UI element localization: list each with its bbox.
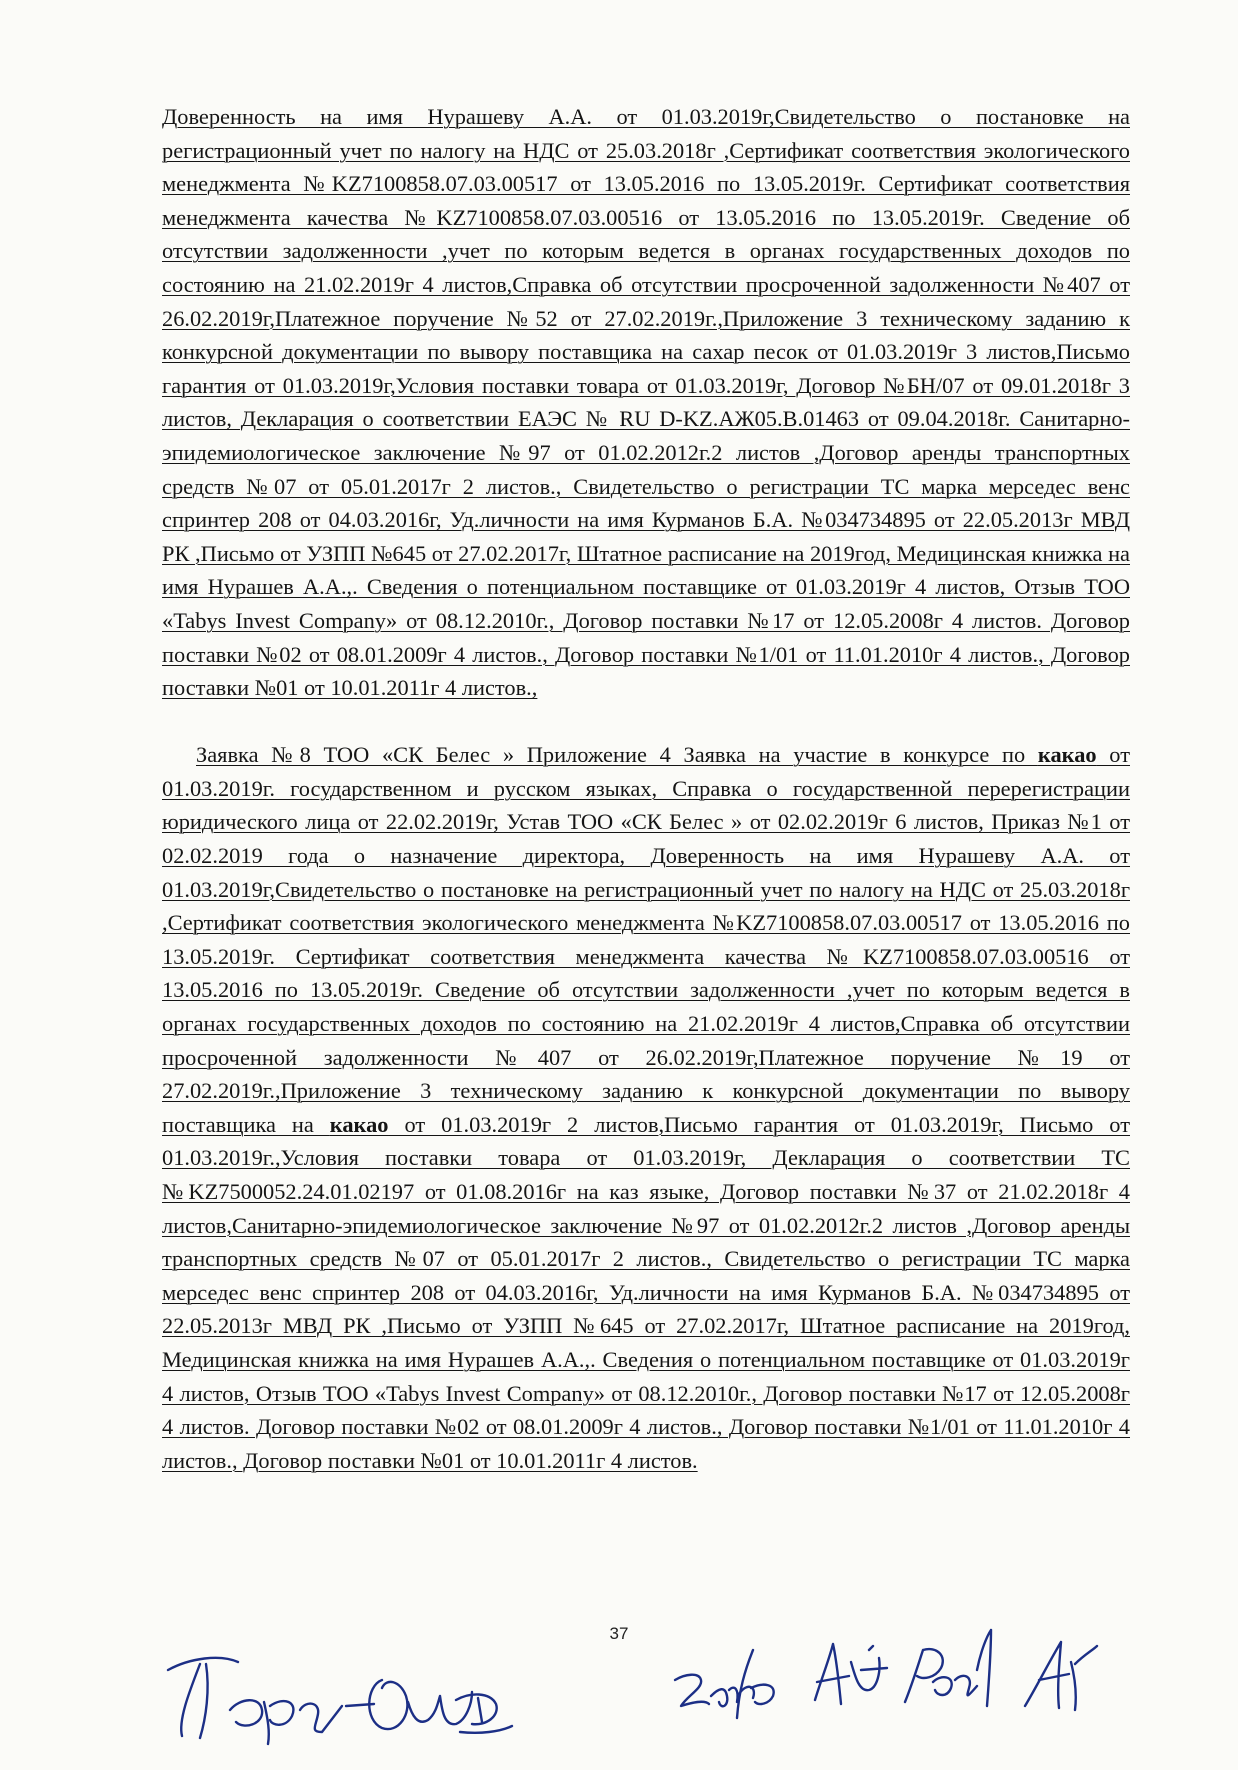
paragraph-application-8 (162, 738, 1130, 1477)
signature-right-group (665, 1610, 1105, 1740)
paragraph-continuation: Доверенность на имя Нурашеву А.А. от 01.03.2019г,Свидетельство о постановке на регистрационный учет по налогу на НДС от 25.03.2018г ,Сертификат соответствия экологического менеджмента №KZ7100858.07.03.00517 от 13.05.2016 по 13.05.2019г. Сертификат соответствия менеджмента качества №KZ7100858.07.03.00516 от 13.05.2016 по 13.05.2019г. Сведение об отсутствии задолженности ,учет по которым ведется в органах государственных доходов по состоянию на 21.02.2019г 4 листов,Справка об отсутствии просроченной задолженности №407 от 26.02.2019г,Платежное поручение №52 от 27.02.2019г.,Приложение 3 техническому заданию к конкурсной документации по вывору поставщика на сахар песок от 01.03.2019г 3 листов,Письмо гарантия от 01.03.2019г,Условия поставки товара от 01.03.2019г, Договор №БН/07 от 09.01.2018г 3 листов, Декларация о соответствии ЕАЭС № RU D-KZ.АЖ05.В.01463 от 09.04.2018г. Санитарно-эпидемиологическое заключение №97 от 01.02.2012г.2 листов ,Договор аренды транспортных средств №07 от 05.01.2017г 2 листов., Свидетельство о регистрации ТС марка мерседес венс спринтер 208 от 04.03.2016г, Уд.личности на имя Курманов Б.А. №034734895 от 22.05.2013г МВД РК ,Письмо от УЗПП №645 от 27.02.2017г, Штатное расписание на 2019год, Медицинская книжка на имя Нурашев А.А.,. Сведения о потенциальном поставщике от 01.03.2019г 4 листов, Отзыв ТОО «Tabys Invest Company» от 08.12.2010г., Договор поставки №17 от 12.05.2008г 4 листов. Договор поставки №02 от 08.01.2009г 4 листов., Договор поставки №1/01 от 11.01.2010г 4 листов., Договор поставки №01 от 10.01.2011г 4 листов., (162, 104, 1130, 701)
document-body (162, 100, 1130, 1477)
page-number: 37 (609, 1624, 629, 1643)
signature-left (160, 1640, 520, 1750)
paragraph-text: от 01.03.2019г. государственном и русском языках, Справка о государственной перерегистрации юридического лица от 22.02.2019г, Устав ТОО «СК Белес » от 02.02.2019г 6 листов, Приказ №1 от 02.02.2019 года о назначение директора, Доверенность на имя Нурашеву А.А. от 01.03.2019г,Свидетельство о постановке на регистрационный учет по налогу на НДС от 25.03.2018г ,Сертификат соответствия экологического менеджмента №KZ7100858.07.03.00517 от 13.05.2016 по 13.05.2019г. Сертификат соответствия менеджмента качества №KZ7100858.07.03.00516 от 13.05.2016 по 13.05.2019г. Сведение об отсутствии задолженности ,учет по которым ведется в органах государственных доходов по состоянию на 21.02.2019г 4 листов,Справка об отсутствии просроченной задолженности №407 от 26.02.2019г,Платежное поручение №19 от 27.02.2019г.,Приложение 3 техническому заданию к конкурсной документации по вывору поставщика на (162, 742, 1130, 1137)
bold-term: какао (1037, 742, 1097, 768)
paragraph-text: Заявка №8 ТОО «СК Белес » Приложение 4 Заявка на участие в конкурсе по (196, 742, 1038, 768)
bold-term: какао (329, 1111, 389, 1137)
paragraph-text: от 01.03.2019г 2 листов,Письмо гарантия от 01.03.2019г, Письмо от 01.03.2019г.,Условия поставки товара от 01.03.2019г, Декларация о соответствии ТС №KZ7500052.24.01.02197 от 01.08.2016г на каз языке, Договор поставки №37 от 21.02.2018г 4 листов,Санитарно-эпидемиологическое заключение №97 от 01.02.2012г.2 листов ,Договор аренды транспортных средств №07 от 05.01.2017г 2 листов., Свидетельство о регистрации ТС марка мерседес венс спринтер 208 от 04.03.2016г, Уд.личности на имя Курманов Б.А. №034734895 от 22.05.2013г МВД РК ,Письмо от УЗПП №645 от 27.02.2017г, Штатное расписание на 2019год, Медицинская книжка на имя Нурашев А.А.,. Сведения о потенциальном поставщике от 01.03.2019г 4 листов, Отзыв ТОО «Tabys Invest Company» от 08.12.2010г., Договор поставки №17 от 12.05.2008г 4 листов. Договор поставки №02 от 08.01.2009г 4 листов., Договор поставки №1/01 от 11.01.2010г 4 листов., Договор поставки №01 от 10.01.2011г 4 листов. (162, 1111, 1130, 1473)
